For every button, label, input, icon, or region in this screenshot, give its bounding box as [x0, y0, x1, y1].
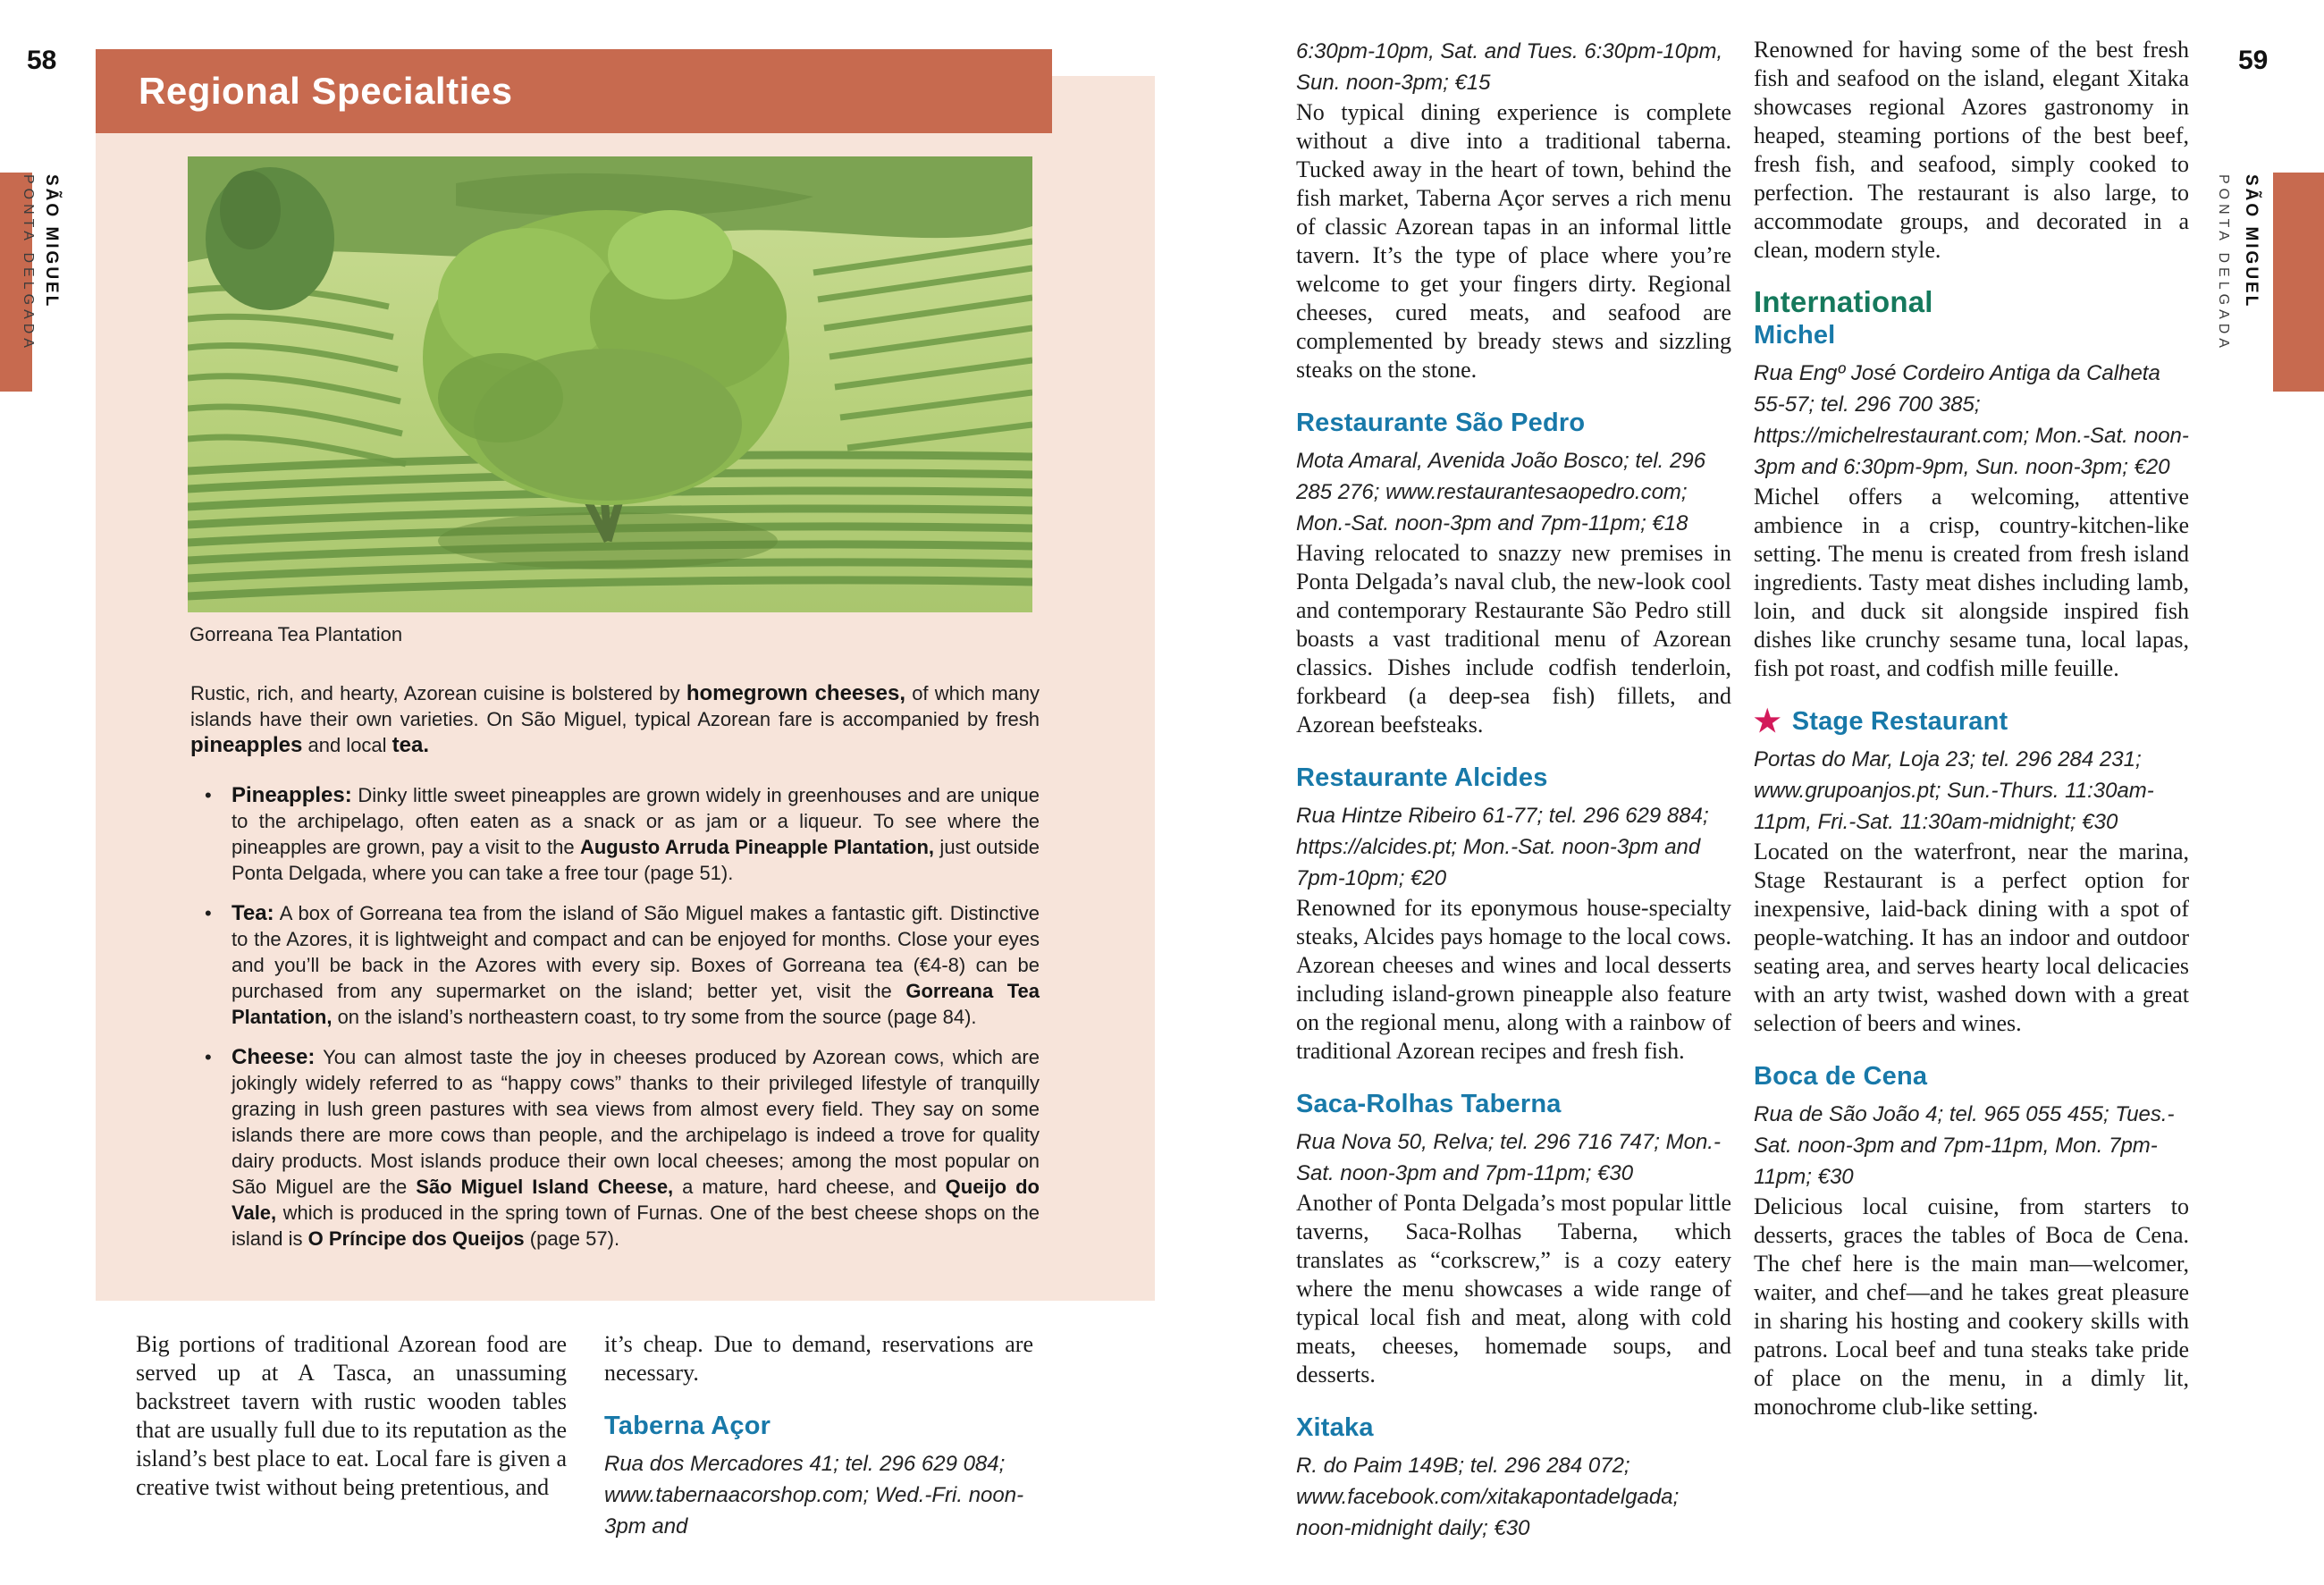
intro-text: of which many islands have their own varieties. On São Miguel, typical Azorean fare is accompanied by fresh	[190, 682, 1040, 730]
list-item-pineapples	[190, 782, 1040, 886]
left-page-column-2	[604, 1330, 1033, 1542]
bullet-lead: Tea:	[232, 901, 274, 925]
left-page-column-1	[136, 1330, 567, 1502]
box-title-bar	[96, 49, 1052, 133]
bullet-text: A box of Gorreana tea from the island of São Miguel makes a fantastic gift. Distinctive to the Azores, it is lightweight and compact and can be enjoyed for months. Close your eyes and you’ll be back in the Azores with every sip. Boxes of Gorreana tea (€4-8) can be purchased from any supermarket on the island; better yet, visit the	[232, 902, 1040, 1002]
regional-specialties-box	[96, 76, 1155, 1301]
chapter-tab-area-right: PONTA DELGADA	[2216, 174, 2231, 352]
chapter-tab-region-left: SÃO MIGUEL	[42, 174, 61, 309]
listing-details-michel: Rua Engº José Cordeiro Antiga da Calheta 55-57; tel. 296 700 385; https://michelrestaurant.com; Mon.-Sat. noon-3pm and 6:30pm-9pm, Sun. noon-3pm; €20	[1754, 361, 2189, 479]
listing-details-saca-rolhas-taberna: Rua Nova 50, Relva; tel. 296 716 747; Mon.-Sat. noon-3pm and 7pm-11pm; €30	[1296, 1130, 1721, 1185]
bullet-lead: Cheese:	[232, 1045, 316, 1069]
body-paragraph-a-tasca: Big portions of traditional Azorean food are served up at A Tasca, an unassuming backstreet tavern with rustic wooden tables that are usually full due to its reputation as the island’s best place to eat. Local fare is given a creative twist without being pretentious, and	[136, 1331, 567, 1500]
listing-name-saca-rolhas-taberna: Saca-Rolhas Taberna	[1296, 1090, 1562, 1118]
bold-term-plantation: Augusto Arruda Pineapple Plantation,	[579, 836, 935, 858]
box-intro-paragraph	[190, 680, 1040, 758]
body-paragraph-continued: it’s cheap. Due to demand, reservations are necessary.	[604, 1331, 1033, 1386]
listing-name-stage-restaurant	[1754, 706, 2189, 737]
bullet-text: (page 57).	[524, 1227, 620, 1250]
intro-text: Rustic, rich, and hearty, Azorean cuisine is bolstered by	[190, 682, 686, 704]
listing-details-xitaka: R. do Paim 149B; tel. 296 284 072; www.facebook.com/xitakapontadelgada; noon-midnight daily; €30	[1296, 1454, 1680, 1540]
chapter-tab-bar-right	[2273, 173, 2324, 392]
bullet-text: You can almost taste the joy in cheeses produced by Azorean cows, which are jokingly widely referred to as “happy cows” thanks to their privileged lifestyle of tranquilly grazing in lush green pastures with sea views from almost every field. They say on some islands there are more cows than people, and the archipelago is indeed a trove for quality dairy products. Most islands produce their own local cheeses; among the most popular on São Miguel are the	[232, 1046, 1040, 1198]
listing-body-taberna-acor: No typical dining experience is complete without a dive into a traditional taberna. Tucked away in the heart of town, behind the fish market, Taberna Açor serves a rich menu of classic Azorean tapas in an informal little tavern. It’s the type of place where you’re welcome to get your fingers dirty. Regional cheeses, cured meats, and seafood are complemented by bready stews and sizzling steaks on the stone.	[1296, 99, 1731, 383]
bullet-text: Dinky little sweet pineapples are grown widely in greenhouses and are unique to the archipelago, often eaten as a snack or as jam or a liqueur. To see where the pineapples are grown, pay a visit to the	[232, 784, 1040, 858]
intro-text: and local	[302, 734, 392, 756]
bullet-text: on the island’s northeastern coast, to try some from the source (page 84).	[332, 1006, 977, 1028]
photo-caption: Gorreana Tea Plantation	[189, 623, 403, 645]
list-item-tea	[190, 900, 1040, 1030]
page-number-left: 58	[27, 46, 57, 75]
listing-details-taberna-acor: Rua dos Mercadores 41; tel. 296 629 084; www.tabernaacorshop.com; Wed.-Fri. noon-3pm and	[604, 1452, 1024, 1539]
bold-term-homegrown-cheeses: homegrown cheeses,	[686, 681, 905, 705]
specialties-list	[190, 782, 1040, 1266]
bold-term-pineapples: pineapples	[190, 733, 303, 757]
listing-body-stage-restaurant: Located on the waterfront, near the marina, Stage Restaurant is a perfect option for inexpensive, laid-back dining with a spot of people-watching. It has an indoor and outdoor seating area, and serves hearty local delicacies with an arty twist, washed down with a great selection of beers and wines.	[1754, 839, 2189, 1036]
listing-details-restaurante-alcides: Rua Hintze Ribeiro 61-77; tel. 296 629 884; https://alcides.pt; Mon.-Sat. noon-3pm and 7pm-10pm; €20	[1296, 804, 1709, 890]
chapter-tab-region-right: SÃO MIGUEL	[2242, 174, 2261, 309]
page-number-right: 59	[2238, 46, 2269, 75]
listing-body-michel: Michel offers a welcoming, attentive ambience in a crisp, country-kitchen-like setting. The menu is created from fresh island ingredients. Tasty meat dishes including lamb, loin, and duck sit alongside inspired fish dishes like crunchy sesame tuna, local lapas, fish pot roast, and codfish mille feuille.	[1754, 484, 2189, 681]
listing-details-boca-de-cena: Rua de São João 4; tel. 965 055 455; Tues.-Sat. noon-3pm and 7pm-11pm, Mon. 7pm-11pm; €30	[1754, 1102, 2175, 1189]
box-title: Regional Specialties	[139, 70, 513, 112]
listing-name-boca-de-cena: Boca de Cena	[1754, 1062, 1928, 1091]
bullet-lead: Pineapples:	[232, 783, 352, 807]
tea-plantation-photo	[188, 156, 1032, 612]
listing-body-saca-rolhas-taberna: Another of Ponta Delgada’s most popular little taverns, Saca-Rolhas Taberna, which translates as “corkscrew,” is a cozy eatery where the menu showcases a wide range of typical local fish and meat, along with cold meats, cheeses, homemade soups, and desserts.	[1296, 1190, 1731, 1387]
listing-details-restaurante-sao-pedro: Mota Amaral, Avenida João Bosco; tel. 296 285 276; www.restaurantesaopedro.com; Mon.-Sat. noon-3pm and 7pm-11pm; €18	[1296, 449, 1706, 535]
right-page-column-2	[1754, 36, 2189, 1576]
listing-name-restaurante-alcides: Restaurante Alcides	[1296, 763, 1548, 792]
listing-name-xitaka: Xitaka	[1296, 1413, 1374, 1442]
bullet-text: just outside Ponta Delgada, where you can take a free tour (page 51).	[232, 836, 1040, 884]
bullet-text: which is produced in the spring town of Furnas. One of the best cheese shops on the island is	[232, 1201, 1040, 1250]
chapter-tab-area-left: PONTA DELGADA	[21, 174, 36, 352]
listing-body-boca-de-cena: Delicious local cuisine, from starters to desserts, graces the tables of Boca de Cena. The chef here is the main man—welcomer, waiter, and chef—and he takes great pleasure in sharing his hosting and cookery skills with patrons. Local beef and tuna steaks take pride of place on the menu, in a dimly lit, monochrome club-like setting.	[1754, 1193, 2189, 1420]
bullet-text: a mature, hard cheese, and	[673, 1176, 946, 1198]
listing-name-text: Stage Restaurant	[1791, 707, 2008, 736]
list-item-cheese	[190, 1044, 1040, 1252]
listing-name-michel: Michel	[1754, 321, 1836, 350]
bullet-icon: •	[205, 784, 212, 806]
listing-body-xitaka: Renowned for having some of the best fresh fish and seafood on the island, elegant Xitaka showcases regional Azores gastronomy in heaped, steaming portions of the best beef, fresh fish, and seafood, simply cooked to perfection. The restaurant is also large, to accommodate groups, and decorated in a clean, modern style.	[1754, 37, 2189, 263]
listing-body-restaurante-alcides: Renowned for its eponymous house-specialty steaks, Alcides pays homage to the local cows. Azorean cheeses and wines and local desserts including island-grown pineapple also feature on the regional menu, along with a rainbow of traditional Azorean recipes and fresh fish.	[1296, 895, 1731, 1064]
listing-name-restaurante-sao-pedro: Restaurante São Pedro	[1296, 409, 1586, 437]
bullet-icon: •	[205, 1046, 212, 1068]
listing-name-taberna-acor: Taberna Açor	[604, 1412, 771, 1440]
bullet-icon: •	[205, 902, 212, 924]
listing-details-taberna-acor-continued: 6:30pm-10pm, Sat. and Tues. 6:30pm-10pm, Sun. noon-3pm; €15	[1296, 39, 1723, 95]
star-icon: ★	[1754, 704, 1781, 738]
bold-term-island-cheese: São Miguel Island Cheese,	[416, 1176, 674, 1198]
bold-term-principe: O Príncipe dos Queijos	[307, 1227, 525, 1250]
bold-term-gorreana: Gorreana Tea Plantation,	[232, 980, 1040, 1028]
listing-details-stage-restaurant: Portas do Mar, Loja 23; tel. 296 284 231; www.grupoanjos.pt; Sun.-Thurs. 11:30am-11pm, Fri.-Sat. 11:30am-midnight; €30	[1754, 747, 2154, 834]
listing-body-restaurante-sao-pedro: Having relocated to snazzy new premises in Ponta Delgada’s naval club, the new-look cool and contemporary Restaurante São Pedro still boasts a vast traditional menu of Azorean classics. Dishes include codfish tenderloin, forkbeard (a deep-sea fish) fillets, and Azorean beefsteaks.	[1296, 540, 1731, 738]
right-page-column-1	[1296, 36, 1731, 1576]
section-heading-international: International	[1754, 285, 1933, 318]
bold-term-tea: tea.	[392, 733, 430, 757]
bold-term-queijo: Queijo do Vale,	[232, 1176, 1040, 1224]
